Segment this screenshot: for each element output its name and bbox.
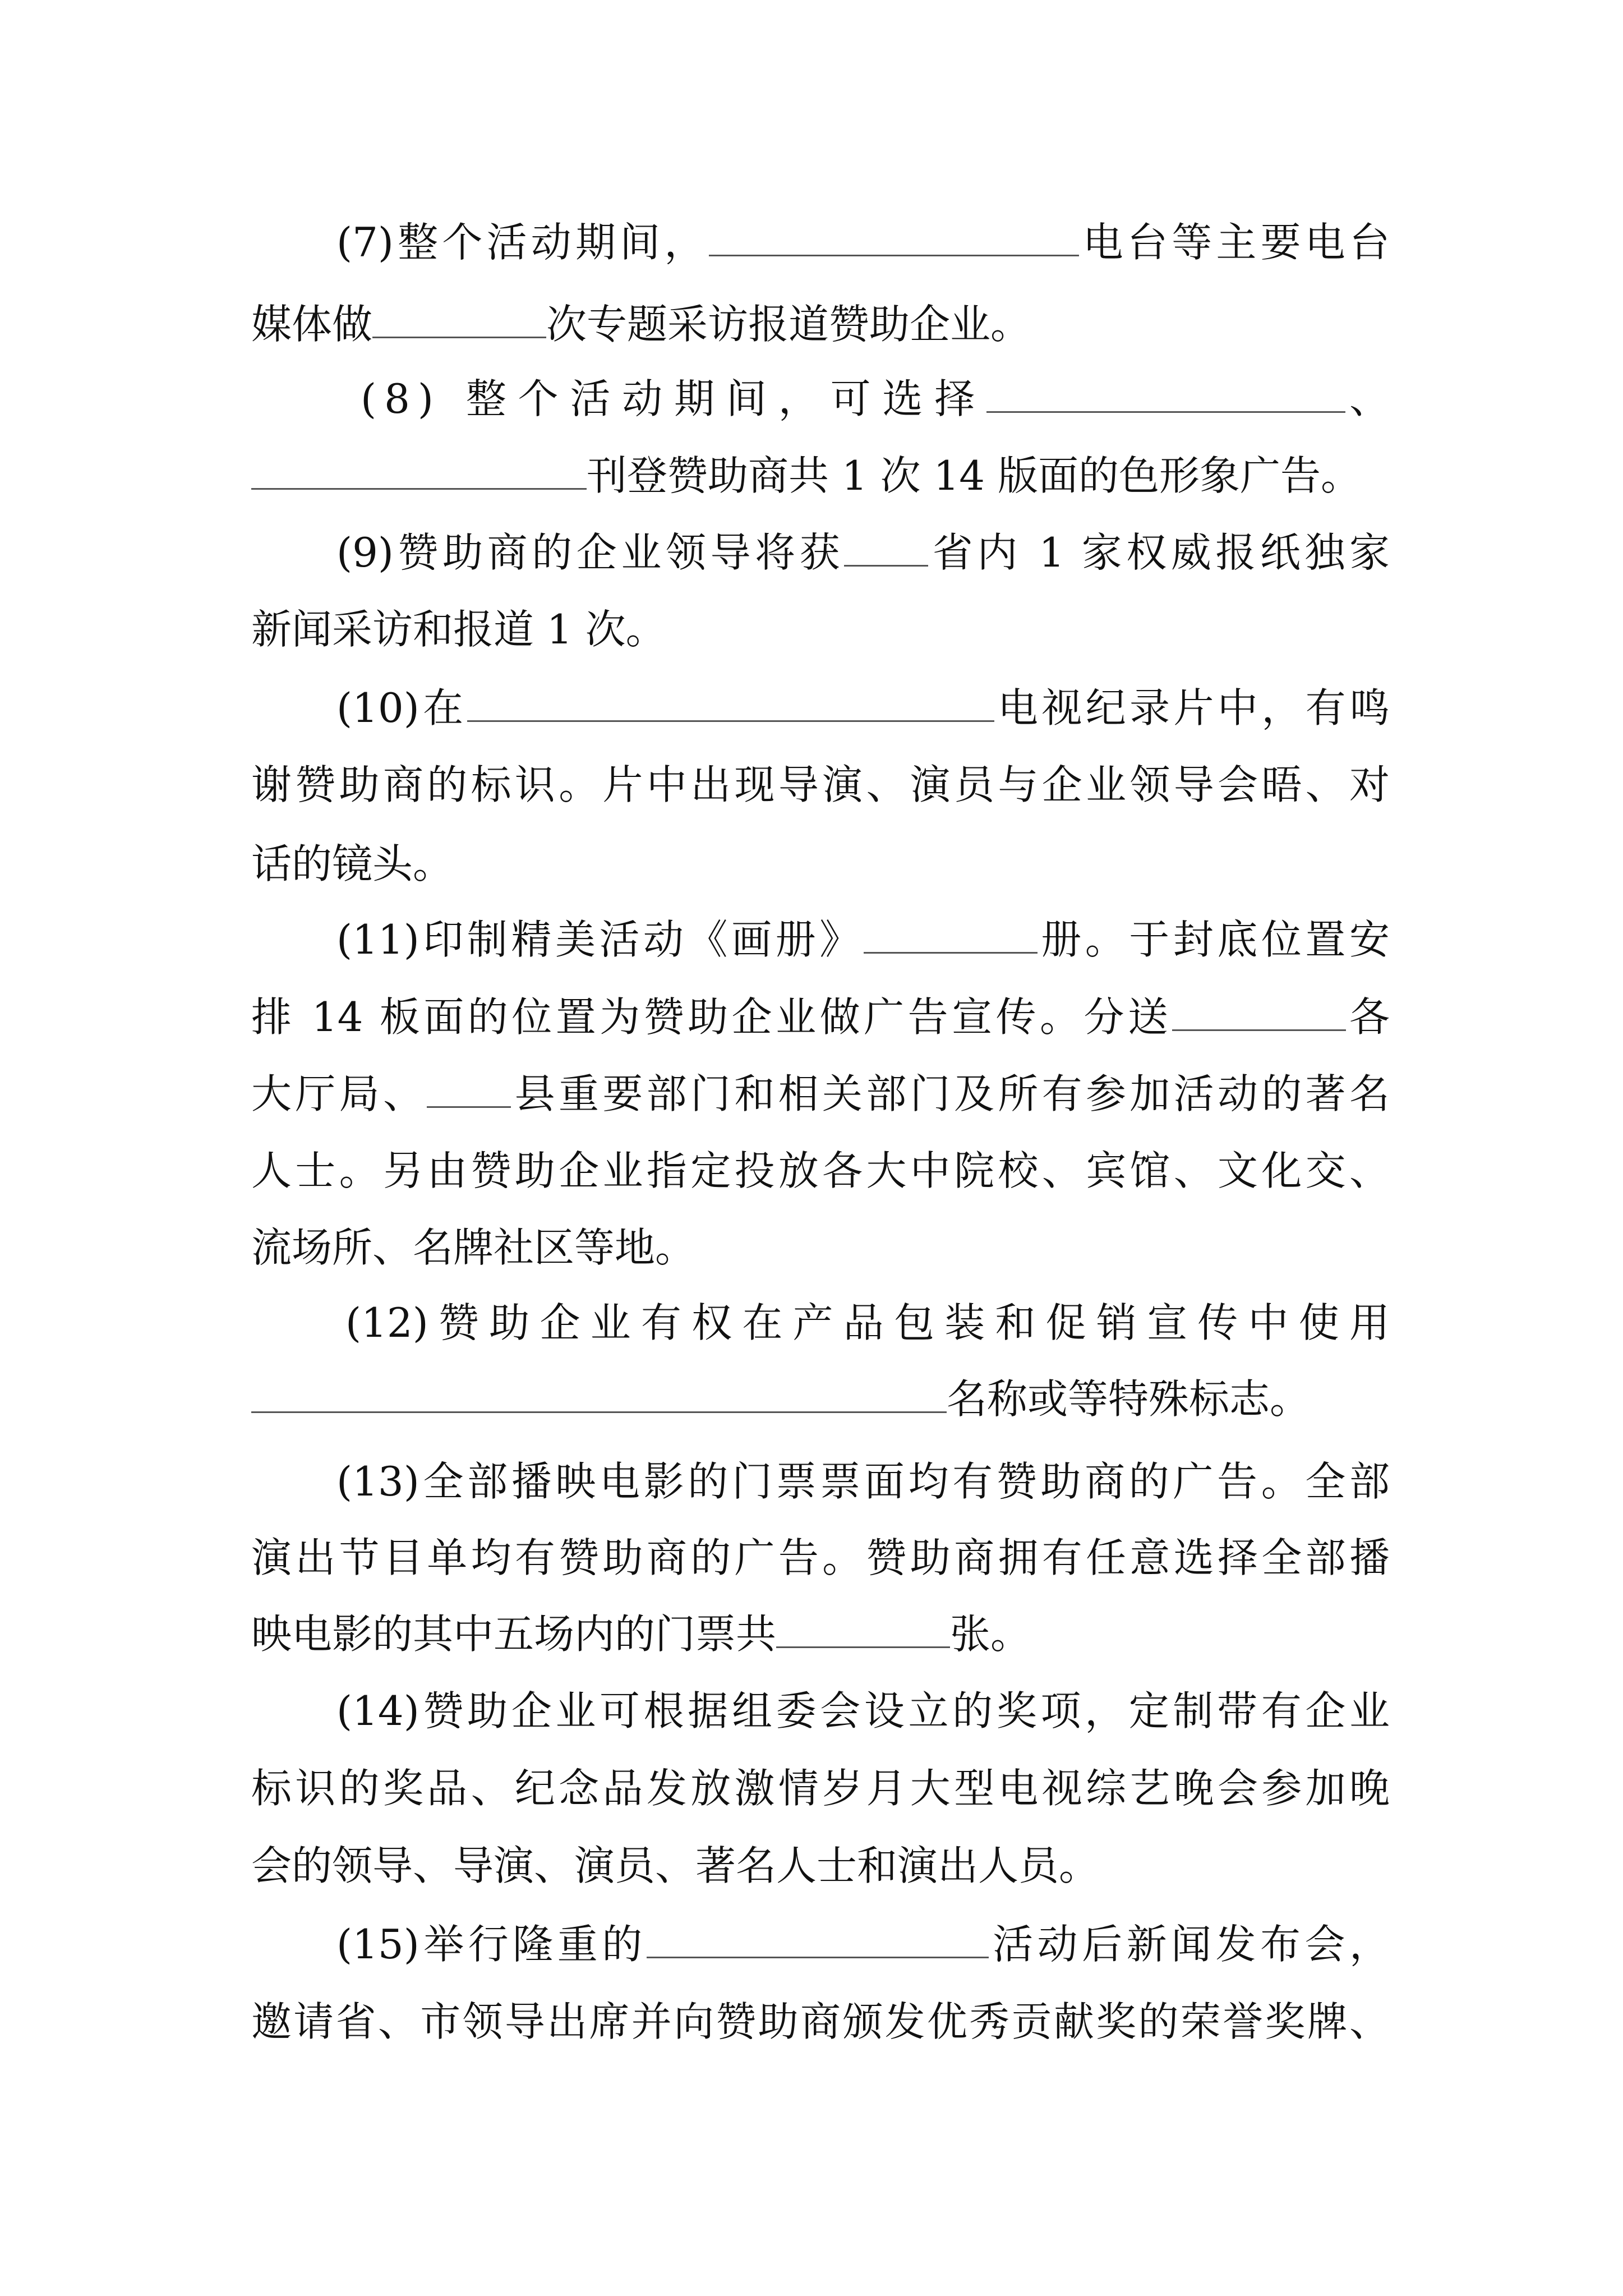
text-line (251, 1683, 1390, 1739)
text-line (251, 1530, 1390, 1586)
text-segment: 省内 1 家权威报纸独家 (928, 529, 1390, 576)
fill-in-blank (709, 220, 1079, 256)
text-segment: 次专题采访报道赞助企业。 (546, 301, 1031, 348)
text-segment: 名称或等特殊标志。 (947, 1375, 1311, 1423)
text-segment: 活动后新闻发布会， (988, 1921, 1390, 1968)
text-line (251, 1838, 1390, 1894)
text-segment: (8) 整个活动期间，可选择 (361, 375, 987, 422)
text-line (251, 1453, 1390, 1510)
text-line (251, 757, 1390, 813)
text-line (251, 296, 1390, 352)
text-segment: 会的领导、导演、演员、著名人士和演出人员。 (251, 1842, 1100, 1889)
text-line (251, 214, 1390, 270)
text-line (251, 448, 1390, 504)
text-line (251, 371, 1390, 427)
fill-in-blank (986, 376, 1345, 413)
text-segment: (11)印制精美活动《画册》 (336, 916, 864, 963)
text-line (251, 1916, 1390, 1972)
text-segment: 话的镜头。 (251, 840, 454, 887)
fill-in-blank (251, 453, 587, 490)
fill-in-blank (251, 1377, 947, 1413)
text-line (251, 1143, 1390, 1199)
text-segment: 邀请省、市领导出席并向赞助商颁发优秀贡献奖的荣誉奖牌、 (251, 1998, 1390, 2045)
text-segment: 标识的奖品、纪念品发放激情岁月大型电视综艺晚会参加晚 (251, 1765, 1390, 1812)
text-segment: 电视纪录片中，有鸣 (994, 684, 1390, 731)
fill-in-blank (864, 917, 1038, 954)
text-segment: 人士。另由赞助企业指定投放各大中院校、宾馆、文化交、 (251, 1147, 1390, 1194)
text-line (251, 1220, 1390, 1276)
text-segment: 演出节目单均有赞助商的广告。赞助商拥有任意选择全部播 (251, 1534, 1390, 1581)
text-line (251, 1371, 1390, 1427)
text-segment: (14)赞助企业可根据组委会设立的奖项，定制带有企业 (336, 1687, 1390, 1734)
text-segment: 县重要部门和相关部门及所有参加活动的著名 (511, 1070, 1390, 1117)
text-line (251, 989, 1390, 1045)
text-segment: 流场所、名牌社区等地。 (251, 1224, 696, 1271)
text-segment: (12)赞助企业有权在产品包装和促销宣传中使用 (345, 1299, 1390, 1346)
text-segment: 大厅局、 (251, 1070, 427, 1117)
text-line (251, 680, 1390, 736)
text-line (251, 912, 1390, 968)
text-segment: (13)全部播映电影的门票票面均有赞助商的广告。全部 (336, 1458, 1390, 1505)
text-segment: 、 (1345, 375, 1390, 422)
fill-in-blank (372, 302, 546, 338)
text-segment: (9)赞助商的企业领导将获 (336, 529, 845, 576)
text-segment: 电台等主要电台 (1078, 219, 1390, 266)
fill-in-blank (1172, 995, 1346, 1031)
text-line (251, 524, 1390, 581)
text-line (251, 1295, 1390, 1351)
text-segment: (15)举行隆重的 (336, 1921, 647, 1968)
text-line (251, 836, 1390, 892)
text-segment: (7)整个活动期间， (336, 219, 709, 266)
fill-in-blank (844, 530, 928, 567)
fill-in-blank (776, 1612, 950, 1648)
text-line (251, 1606, 1390, 1662)
text-segment: 新闻采访和报道 1 次。 (251, 606, 666, 653)
fill-in-blank (467, 685, 994, 722)
text-line (251, 1066, 1390, 1122)
fill-in-blank (427, 1071, 511, 1108)
text-line (251, 1760, 1390, 1816)
text-line (251, 601, 1390, 657)
text-line (251, 1994, 1390, 2050)
text-segment: 册。于封底位置安 (1037, 916, 1390, 963)
text-segment: 刊登赞助商共 1 次 14 版面的色形象广告。 (587, 452, 1361, 499)
text-segment: 媒体做 (251, 301, 373, 348)
text-segment: (10)在 (336, 684, 467, 731)
text-segment: 映电影的其中五场内的门票共 (251, 1611, 777, 1658)
text-segment: 各 (1345, 993, 1390, 1041)
fill-in-blank (647, 1922, 989, 1958)
text-segment: 张。 (950, 1611, 1031, 1658)
text-segment: 谢赞助商的标识。片中出现导演、演员与企业领导会晤、对 (251, 761, 1390, 808)
text-segment: 排 14 板面的位置为赞助企业做广告宣传。分送 (251, 993, 1172, 1041)
